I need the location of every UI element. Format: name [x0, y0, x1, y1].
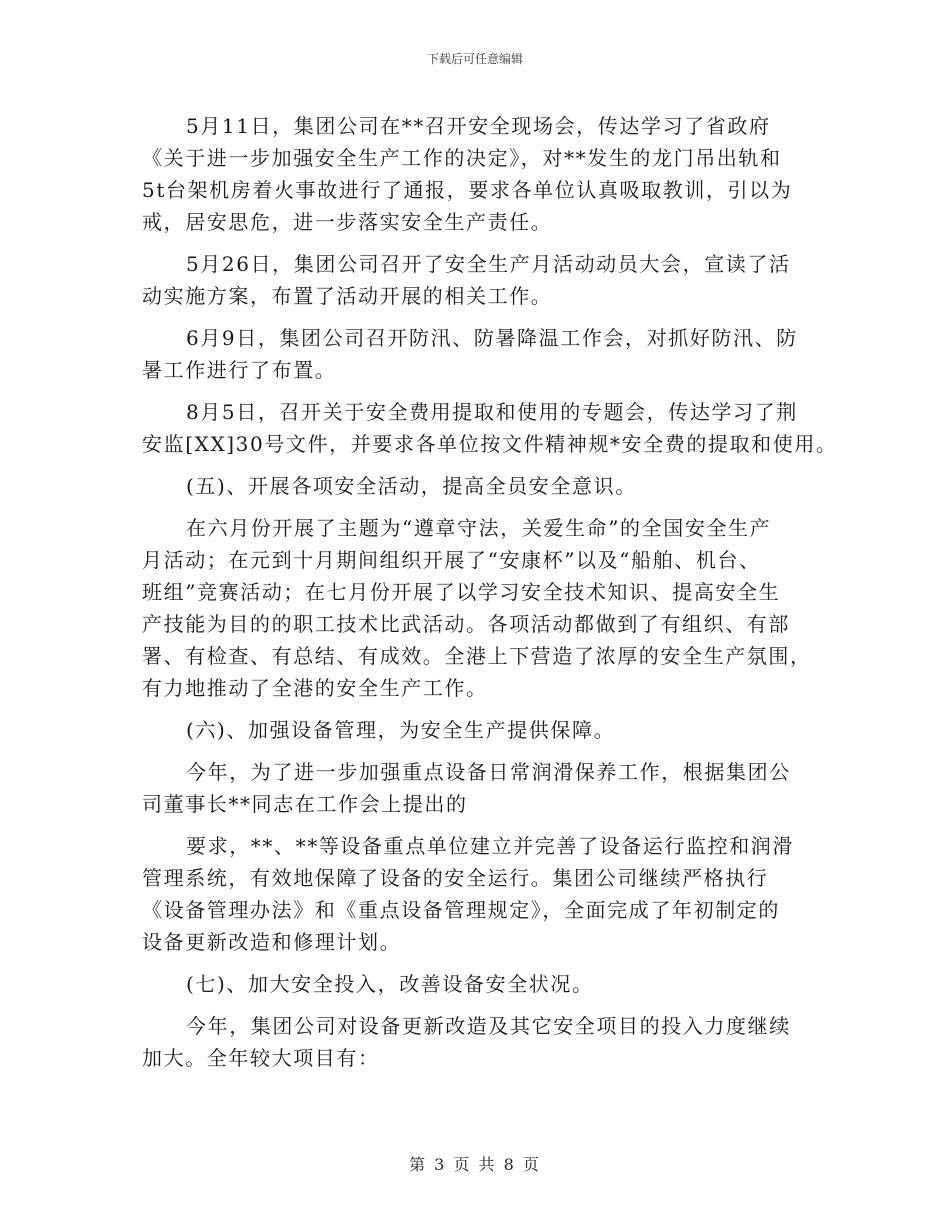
text-line: (七)、加大安全投入，改善设备安全状况。	[186, 972, 594, 996]
text-line: 动实施方案，布置了活动开展的相关工作。	[142, 284, 553, 308]
section-heading-5	[142, 470, 822, 502]
paragraph-june-9	[142, 322, 822, 386]
paragraph-equipment-2	[142, 830, 822, 958]
text-line: 加大。全年较大项目有：	[142, 1046, 380, 1070]
paragraph-equipment-1	[142, 756, 822, 820]
text-line: 5t台架机房着火事故进行了通报，要求各单位认真吸取教训，引以为	[142, 178, 793, 202]
text-line: 有力地推动了全港的安全生产工作。	[142, 676, 488, 700]
page-number: 第 3 页 共 8 页	[409, 1155, 541, 1174]
text-line: (六)、加强设备管理，为安全生产提供保障。	[186, 718, 616, 742]
paragraph-aug-5	[142, 396, 838, 460]
text-line: 暑工作进行了布置。	[142, 358, 337, 382]
text-line: 班组”竞赛活动；在七月份开展了以学习安全技术知识、提高安全生	[142, 580, 781, 604]
text-line: 5月11日，集团公司在**召开安全现场会，传达学习了省政府	[186, 114, 771, 138]
text-line: 今年，为了进一步加强重点设备日常润滑保养工作，根据集团公	[186, 760, 791, 784]
text-line: 戒，居安思危，进一步落实安全生产责任。	[142, 210, 553, 234]
text-line: 产技能为目的的职工技术比武活动。各项活动都做到了有组织、有部	[142, 612, 790, 636]
text-line: 署、有检查、有总结、有成效。全港上下营造了浓厚的安全生产氛围，	[142, 644, 812, 668]
text-line: 安监[XX]30号文件，并要求各单位按文件精神规*安全费的提取和使用。	[142, 432, 838, 456]
text-line: 今年，集团公司对设备更新改造及其它安全项目的投入力度继续	[186, 1014, 791, 1038]
text-line: 6月9日，集团公司召开防汛、防暑降温工作会，对抓好防汛、防	[186, 326, 798, 350]
page-header: 下载后可任意编辑	[426, 52, 523, 66]
section-heading-6	[142, 714, 822, 746]
text-line: 设备更新改造和修理计划。	[142, 930, 402, 954]
text-line: 5月26日，集团公司召开了安全生产月活动动员大会，宣读了活	[186, 252, 791, 276]
text-line: 月活动；在元到十月期间组织开展了“安康杯”以及“船舶、机台、	[142, 548, 761, 572]
text-line: 管理系统，有效地保障了设备的安全运行。集团公司继续严格执行	[142, 866, 769, 890]
document-body	[142, 110, 838, 1074]
section-heading-7	[142, 968, 822, 1000]
text-line: 《关于进一步加强安全生产工作的决定》，对**发生的龙门吊出轨和	[142, 146, 782, 170]
text-line: 在六月份开展了主题为“遵章守法，关爱生命”的全国安全生产	[186, 516, 772, 540]
paragraph-safety-activities	[142, 512, 822, 704]
text-line: 司董事长**同志在工作会上提出的	[142, 792, 468, 816]
text-line: (五)、开展各项安全活动，提高全员安全意识。	[186, 474, 637, 498]
paragraph-investment	[142, 1010, 822, 1074]
text-line: 要求，**、**等设备重点单位建立并完善了设备运行监控和润滑	[186, 834, 794, 858]
paragraph-may-11	[142, 110, 822, 238]
text-line: 《设备管理办法》和《重点设备管理规定》，全面完成了年初制定的	[142, 898, 780, 922]
text-line: 8月5日，召开关于安全费用提取和使用的专题会，传达学习了荆	[186, 400, 798, 424]
paragraph-may-26	[142, 248, 822, 312]
